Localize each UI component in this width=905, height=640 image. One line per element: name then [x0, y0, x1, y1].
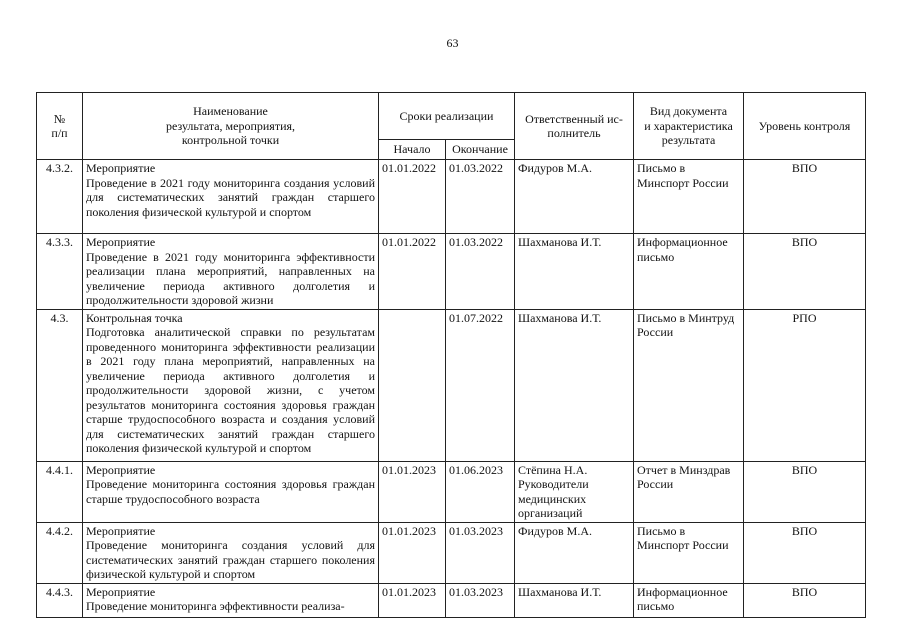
row-control-level: ВПО — [744, 583, 866, 617]
row-control-level: ВПО — [744, 160, 866, 234]
row-control-level: ВПО — [744, 234, 866, 310]
table-row — [37, 522, 866, 583]
header-num: № п/п — [37, 93, 83, 160]
table-row — [37, 234, 866, 310]
row-responsible: Шахманова И.Т. — [515, 234, 634, 310]
table-body — [37, 160, 866, 618]
row-kind: Мероприятие — [86, 462, 156, 477]
row-document-type: Письмо в Минтруд России — [634, 309, 744, 461]
plan-table — [36, 92, 866, 618]
row-responsible: Фидуров М.А. — [515, 522, 634, 583]
row-start-date — [379, 309, 446, 461]
row-name — [83, 461, 379, 522]
row-kind: Мероприятие — [86, 523, 156, 538]
row-number: 4.4.3. — [37, 583, 83, 617]
row-end-date: 01.03.2023 — [446, 522, 515, 583]
row-start-date: 01.01.2023 — [379, 583, 446, 617]
row-description: Проведение мониторинга эффективности реализа- — [86, 599, 345, 613]
row-name — [83, 583, 379, 617]
table-row — [37, 309, 866, 461]
header-end: Окончание — [446, 140, 515, 160]
row-number: 4.3.2. — [37, 160, 83, 234]
row-name — [83, 309, 379, 461]
row-description: Проведение в 2021 году мониторинга создания условий для систематических занятий граждан старшего поколения физической культурой и спортом — [86, 175, 375, 219]
row-control-level: ВПО — [744, 522, 866, 583]
table-row — [37, 583, 866, 617]
row-description: Проведение мониторинга создания условий для систематических занятий граждан старшего поколения физической культурой и спортом — [86, 538, 375, 581]
row-start-date: 01.01.2023 — [379, 522, 446, 583]
row-kind: Мероприятие — [86, 161, 156, 175]
row-document-type: Информационное письмо — [634, 234, 744, 310]
row-name — [83, 522, 379, 583]
row-document-type: Письмо в Минспорт России — [634, 160, 744, 234]
row-document-type: Информационное письмо — [634, 583, 744, 617]
table-row — [37, 160, 866, 234]
row-kind: Мероприятие — [86, 584, 156, 599]
row-end-date: 01.06.2023 — [446, 461, 515, 522]
row-start-date: 01.01.2022 — [379, 160, 446, 234]
header-start: Начало — [379, 140, 446, 160]
row-end-date: 01.07.2022 — [446, 309, 515, 461]
table-row — [37, 461, 866, 522]
header-terms: Сроки реализации — [379, 93, 515, 140]
row-end-date: 01.03.2022 — [446, 160, 515, 234]
row-document-type: Письмо в Минспорт России — [634, 522, 744, 583]
table-header — [37, 93, 866, 160]
row-number: 4.4.2. — [37, 522, 83, 583]
row-control-level: ВПО — [744, 461, 866, 522]
row-end-date: 01.03.2023 — [446, 583, 515, 617]
row-kind: Мероприятие — [86, 235, 156, 249]
row-start-date: 01.01.2023 — [379, 461, 446, 522]
page-number: 63 — [446, 36, 459, 50]
row-description: Подготовка аналитической справки по результатам проведенного мониторинга эффективности реализации в 2021 году плана мероприятий, направленных на увеличение периода активного долголетия и продолжительности здоровой жизни, с учетом результатов мониторинга состояния здоровья граждан старше трудоспособного возраста и создания условий для систематических занятий граждан старшего поколения физической культурой и спортом — [86, 325, 375, 455]
row-kind: Контрольная точка — [86, 310, 183, 325]
row-name — [83, 160, 379, 234]
row-start-date: 01.01.2022 — [379, 234, 446, 310]
row-end-date: 01.03.2022 — [446, 234, 515, 310]
row-document-type: Отчет в Минздрав России — [634, 461, 744, 522]
header-control-level: Уровень контроля — [744, 93, 866, 160]
row-description: Проведение мониторинга состояния здоровья граждан старше трудоспособного возраста — [86, 477, 375, 506]
row-number: 4.4.1. — [37, 461, 83, 522]
row-number: 4.3.3. — [37, 234, 83, 310]
header-responsible: Ответственный ис- полнитель — [515, 93, 634, 160]
row-control-level: РПО — [744, 309, 866, 461]
row-responsible: Шахманова И.Т. — [515, 583, 634, 617]
row-responsible: Стёпина Н.А. Руководители медицинских организаций — [515, 461, 634, 522]
header-doc-type: Вид документа и характеристика результата — [634, 93, 744, 160]
row-description: Проведение в 2021 году мониторинга эффективности реализации плана мероприятий, направленных на увеличение периода активного долголетия и продолжительности здоровой жизни — [86, 249, 375, 307]
row-number: 4.3. — [37, 309, 83, 461]
row-name — [83, 234, 379, 310]
header-name: Наименование результата, мероприятия, контрольной точки — [83, 93, 379, 160]
row-responsible: Шахманова И.Т. — [515, 309, 634, 461]
row-responsible: Фидуров М.А. — [515, 160, 634, 234]
